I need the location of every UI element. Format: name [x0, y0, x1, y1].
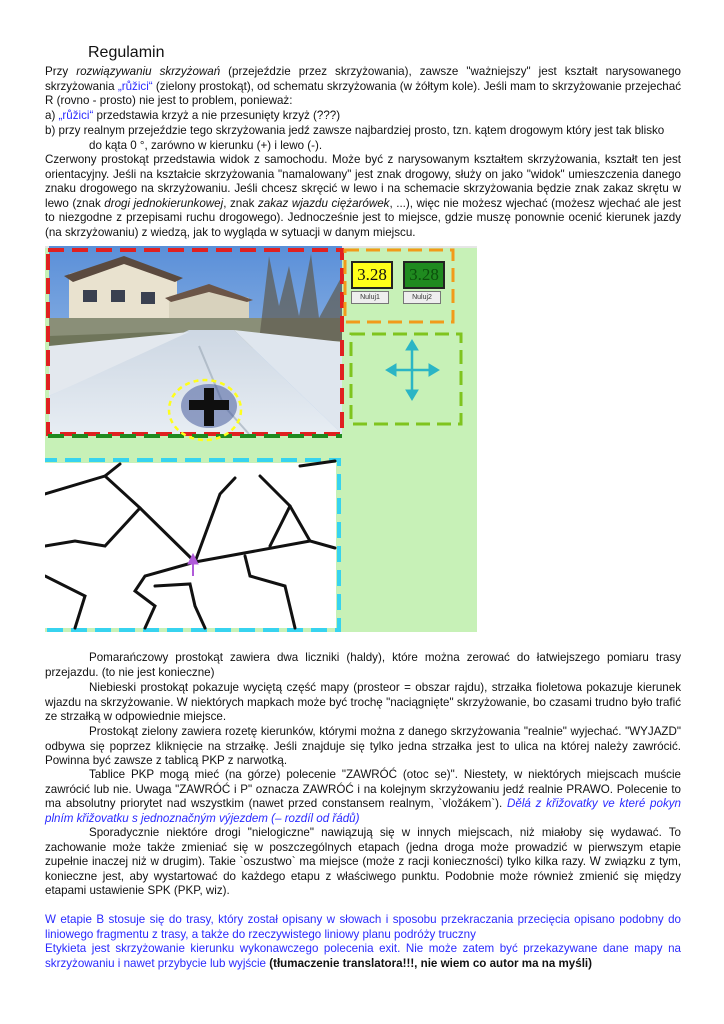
red-dashed-rectangle	[48, 250, 342, 434]
illogical-roads-paragraph: Sporadycznie niektóre drogi "nielogiczne" nawiązują się w innych miejscach, niż miałoby się wydawać. To zachowanie może także zmieniać się w poszczególnych etapach (jedna droga może prowadzić w pierwszym etapie zupełnie inaczej niż w drugim). Takie `oszustwo` ma miejsce (może z racji konieczności) tylko kilka razy. W związku z tym, konieczne jest, aby wystartować do każdego etapu z właściwego punktu. Podobnie może również zmienić się między etapami ustawienie SPK (PKP, wiz).	[45, 826, 681, 898]
pkp-boards-paragraph	[45, 768, 681, 826]
list-marker: a)	[45, 109, 59, 122]
page-title: Regulamin	[88, 44, 165, 61]
text-span: (przejeździe przez skrzyżowania), zawsze "ważniejszy" jest kształt narysowanego skrzyżowania	[45, 65, 682, 93]
blue-rectangle-paragraph: Niebieski prostokąt pokazuje wyciętą część mapy (prosteor = obszar rajdu), strzałka fioletowa pokazuje kierunek wjazdu na skrzyżowanie. W niektórych mapkach może być trochę "naciągnięte" skrzyżowanie, bo czasami trudno było trafić ze strzałką w odpowiednie miejsce.	[45, 681, 681, 724]
czech-original-text: Dělá z křižovatky ve které pokyn plním křižovatku s jednoznačným výjezdem (– rozdíl od řádů)	[45, 797, 681, 825]
counter-1: 3.28	[351, 261, 393, 289]
list-item-b: b) przy realnym przejeździe tego skrzyżowania jedź zawsze najbardziej prosto, tzn. kątem drogowym który jest tak blisko	[45, 124, 665, 137]
green-dashed-rectangle	[351, 334, 461, 424]
list-text: przedstawia krzyż a nie przesunięty krzyż (???)	[93, 109, 341, 122]
text-span: Tablice PKP mogą mieć (na górze) polecenie "ZAWRÓĆ (otoc se)". Niestety, w niektórych miejscach muście zawrócić lub nie. Uwaga "ZAWRÓĆ i P" oznacza ZAWRÓĆ i na kolejnym skrzyżowaniu jedź realnie PRAWO. Polecenie to ma absolutny priorytet nad wszystkim (nawet przed constansem realnym, `vložákem`).	[45, 768, 681, 811]
text-span: Etykieta jest skrzyżowanie kierunku wykonawczego polecenia exit. Nie może zatem być przekazywane dane mapy na skrzyżowaniu i nawet przybycie lub wyjście	[45, 942, 681, 970]
italic-term: rozwiązywaniu skrzyżowań	[76, 65, 221, 78]
counter-2: 3.28	[403, 261, 445, 289]
italic-term: zakaz wjazdu ciężarówek	[258, 196, 390, 210]
rosette-term: „růžici“	[58, 109, 94, 122]
text-span: , ...), więc nie możesz wjechać (możesz wjechać ale jest to niezgodne z przepisami ruchu drogowego). Jednocześnie jest to miejsce, gdzie muszę ponownie ocenić kierunek jazdy (na skrzyżowaniu) z wiedzą, jak to wygląda w sytuacji w danym miejscu.	[45, 196, 681, 239]
text-span: , znak	[223, 196, 258, 210]
text-span: Przy	[45, 65, 77, 78]
label-paragraph	[45, 942, 681, 971]
direction-rosette	[386, 340, 439, 400]
list-item-a	[45, 109, 681, 124]
yellow-dotted-circle	[169, 380, 241, 440]
translator-note: (tłumaczenie translatora!!!, nie wiem co autor ma na myśli)	[269, 956, 593, 970]
italic-term: drogi jednokierunkowej	[104, 196, 224, 210]
orange-rectangle-paragraph: Pomarańczowy prostokąt zawiera dwa liczniki (haldy), które można zerować do łatwiejszego pomiaru trasy przejazdu. (to nie jest konieczne)	[45, 651, 681, 679]
text-span: Czerwony prostokąt przedstawia widok z samochodu. Może być z narysowanym kształtem skrzyżowania, kształt ten jest orientacyjny. Jeśli na kształcie skrzyżowania "namalowany" jest znak drogowy, służy on jako "widok" umieszczenia danego znaku drogowego na skrzyżowaniu. Jeśli chcesz skręcić w lewo i na schemacie skrzyżowania będzie znak zakaz skrętu w lewo (znak	[45, 153, 681, 210]
intro-paragraph	[45, 65, 681, 109]
text-span: (zielony prostokąt), od schematu skrzyżowania (w żółtym kole). Jeśli mam to skrzyżowanie przejechać R (rovno - prosto) nie jest to problem, ponieważ:	[45, 79, 681, 108]
screenshot-figure	[45, 246, 477, 632]
red-rectangle-paragraph	[45, 153, 681, 241]
stage-b-paragraph: W etapie B stosuje się do trasy, który został opisany w słowach i sposobu przekraczania przecięcia opisano podobny do liniowego fragmentu z trasy, a także do rzeczywistego liniowy planu podróży truczny	[45, 913, 681, 941]
list-item-b-continuation: do kąta 0 °, zarówno w kierunku (+) i lewo (-).	[89, 139, 323, 152]
green-rectangle-paragraph: Prostokąt zielony zawiera rozetę kierunków, którymi można z danego skrzyżowania "realnie" wyjechać. "WYJAZD" odbywa się poprzez kliknięcie na strzałkę. Jeśli znajduje się tylko jedna strzałka jest to ulica na której należy zawrócić. Powinna być zawsze z tablicą PKP z narwotką.	[45, 725, 681, 768]
reset-counter-1-button[interactable]: Nuluj1	[351, 291, 389, 304]
rosette-term: „růžici“	[117, 79, 153, 93]
reset-counter-2-button[interactable]: Nuluj2	[403, 291, 441, 304]
